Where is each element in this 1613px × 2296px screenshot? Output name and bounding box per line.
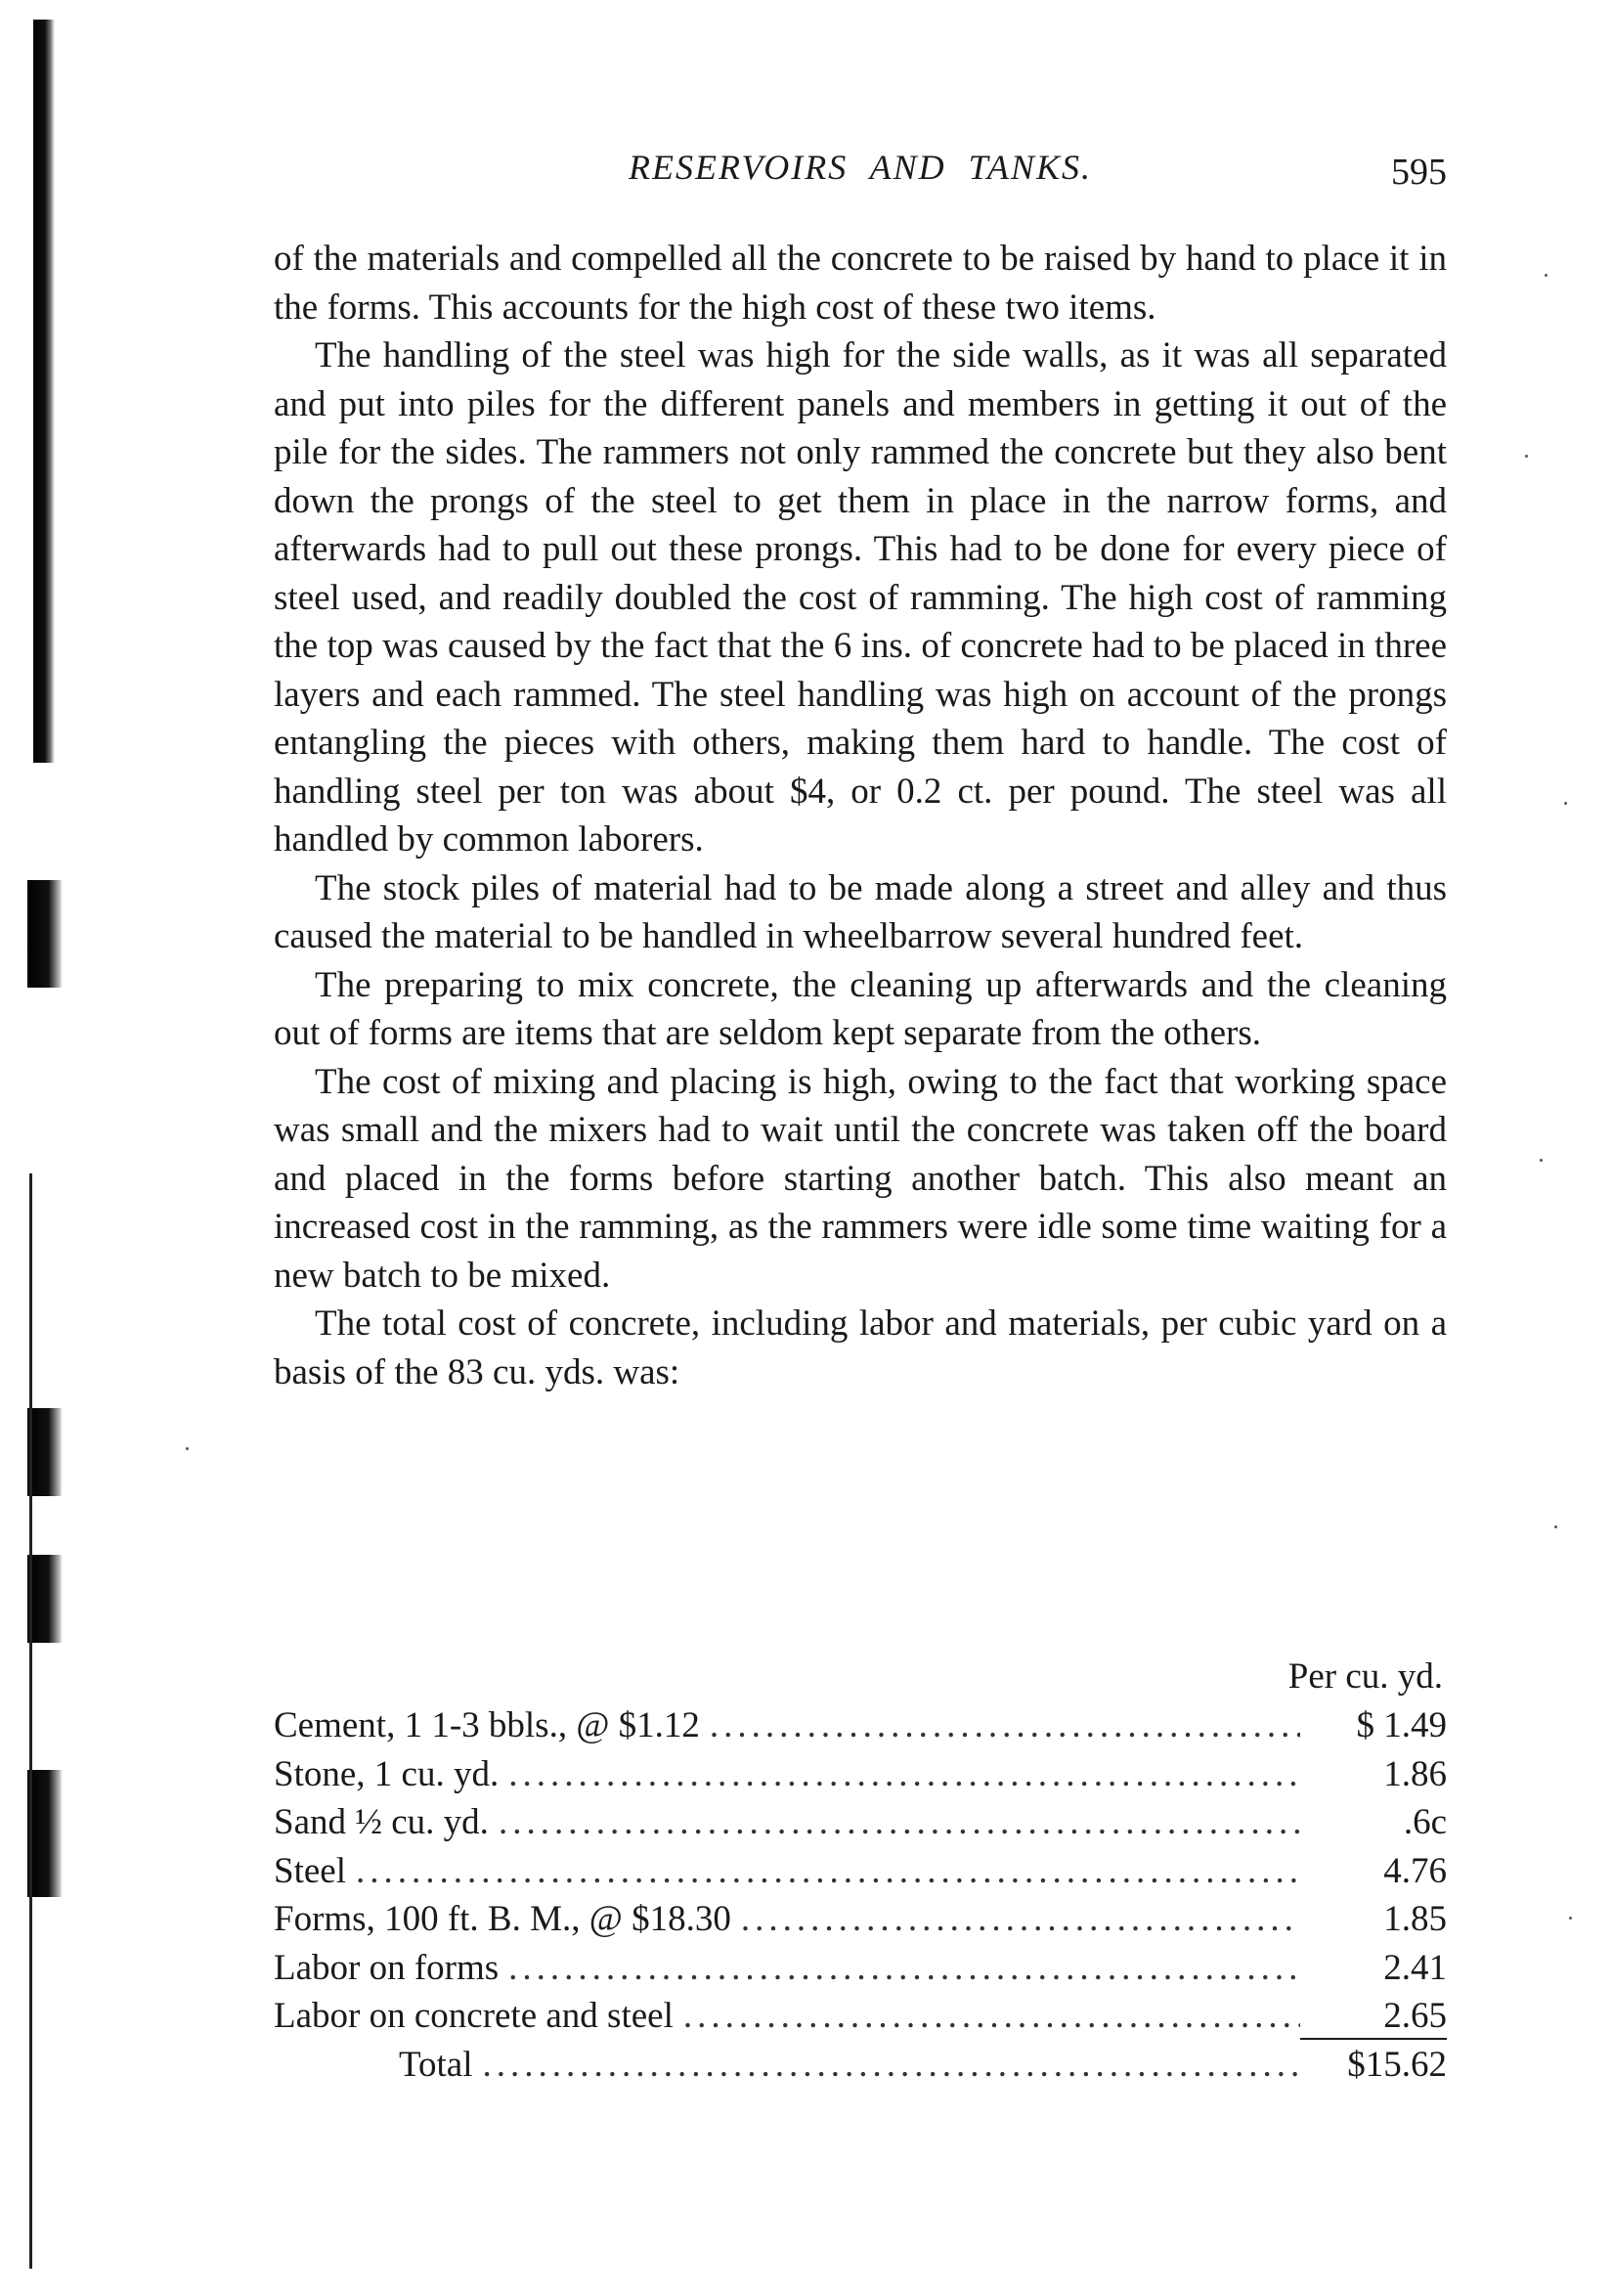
dot-leader xyxy=(731,1895,1300,1944)
cost-label: Steel xyxy=(274,1850,346,1891)
dot-leader xyxy=(700,1701,1300,1750)
dot-leader xyxy=(473,2041,1301,2090)
scan-binding-blot xyxy=(27,1408,63,1496)
cost-row xyxy=(274,1944,1447,1993)
cost-label: Forms, 100 ft. B. M., @ $18.30 xyxy=(274,1899,731,1939)
dot-leader xyxy=(499,1944,1300,1993)
scan-speck xyxy=(1554,1525,1557,1528)
paragraph: The total cost of concrete, including labor and materials, per cubic yard on a basis of the 83 cu. yds. was: xyxy=(274,1303,1447,1392)
page-header xyxy=(274,147,1447,205)
cost-label: Stone, 1 cu. yd. xyxy=(274,1753,500,1794)
body-text xyxy=(274,235,1447,1396)
scan-speck xyxy=(1545,274,1548,277)
cost-row xyxy=(274,1992,1447,2041)
paragraph: The cost of mixing and placing is high, owing to the fact that working space was small and the mixers had to wait until the concrete was taken off the board and placed in the forms before starting another batch. This also meant an increased cost in the ramming, as the rammers were idle some time waiting for a new batch to be mixed. xyxy=(274,1061,1447,1296)
cost-row xyxy=(274,1895,1447,1944)
cost-value: 4.76 xyxy=(1383,1850,1447,1891)
cost-column-header: Per cu. yd. xyxy=(1287,1656,1443,1697)
scan-binding-line xyxy=(29,1173,32,2269)
cost-label: Cement, 1 1-3 bbls., @ $1.12 xyxy=(274,1705,700,1745)
cost-value: $ 1.49 xyxy=(1356,1705,1447,1745)
scan-speck xyxy=(1564,802,1567,805)
total-value: $15.62 xyxy=(1347,2044,1447,2085)
cost-table xyxy=(274,1653,1447,2089)
dot-leader xyxy=(346,1847,1300,1896)
scan-binding-blot xyxy=(27,1555,63,1643)
cost-label: Labor on concrete and steel xyxy=(274,1996,674,2036)
scan-speck xyxy=(1540,1159,1543,1162)
page-number: 595 xyxy=(1391,152,1447,193)
paragraph: of the materials and compelled all the concrete to be raised by hand to place it in the forms. This accounts for the high cost of these two items. xyxy=(274,239,1447,328)
cost-value: 1.86 xyxy=(1383,1753,1447,1794)
scan-speck xyxy=(186,1447,189,1450)
cost-row xyxy=(274,1750,1447,1799)
scan-binding-shadow xyxy=(33,20,55,763)
scan-binding-blot xyxy=(27,1770,63,1897)
cost-row xyxy=(274,1798,1447,1847)
dot-leader xyxy=(674,1992,1300,2041)
running-title: RESERVOIRS AND TANKS. xyxy=(629,148,1092,187)
scan-speck xyxy=(1569,1917,1572,1920)
scan-binding-blot xyxy=(27,880,63,988)
paragraph: The stock piles of material had to be made along a street and alley and thus caused the material to be handled in wheelbarrow several hundred feet. xyxy=(274,867,1447,956)
scan-speck xyxy=(1525,455,1528,458)
cost-row xyxy=(274,1701,1447,1750)
total-label: Total xyxy=(399,2044,473,2085)
cost-value: 2.41 xyxy=(1383,1947,1447,1988)
cost-row xyxy=(274,1847,1447,1896)
paragraph: The handling of the steel was high for the side walls, as it was all separated and put into piles for the different panels and members in getting it out of the pile for the sides. The rammers not only rammed the concrete but they also bent down the prongs of the steel to get them in place in the narrow forms, and afterwards had to pull out these prongs. This had to be done for every piece of steel used, and readily doubled the cost of ramming. The high cost of ramming the top was caused by the fact that the 6 ins. of concrete had to be placed in three layers and each rammed. The steel handling was high on account of the prongs entangling the pieces with others, making them hard to handle. The cost of handling steel per ton was about $4, or 0.2 ct. per pound. The steel was all handled by common laborers. xyxy=(274,335,1447,860)
dot-leader xyxy=(489,1798,1300,1847)
paragraph: The preparing to mix concrete, the cleaning up afterwards and the cleaning out of forms are items that are seldom kept separate from the others. xyxy=(274,964,1447,1053)
cost-value: 2.65 xyxy=(1300,1994,1447,2040)
cost-value: 1.85 xyxy=(1383,1899,1447,1939)
cost-value: .6c xyxy=(1403,1802,1447,1842)
dot-leader xyxy=(499,1750,1300,1799)
cost-label: Labor on forms xyxy=(274,1947,500,1988)
cost-label: Sand ½ cu. yd. xyxy=(274,1802,489,1842)
cost-total-row xyxy=(274,2041,1447,2090)
